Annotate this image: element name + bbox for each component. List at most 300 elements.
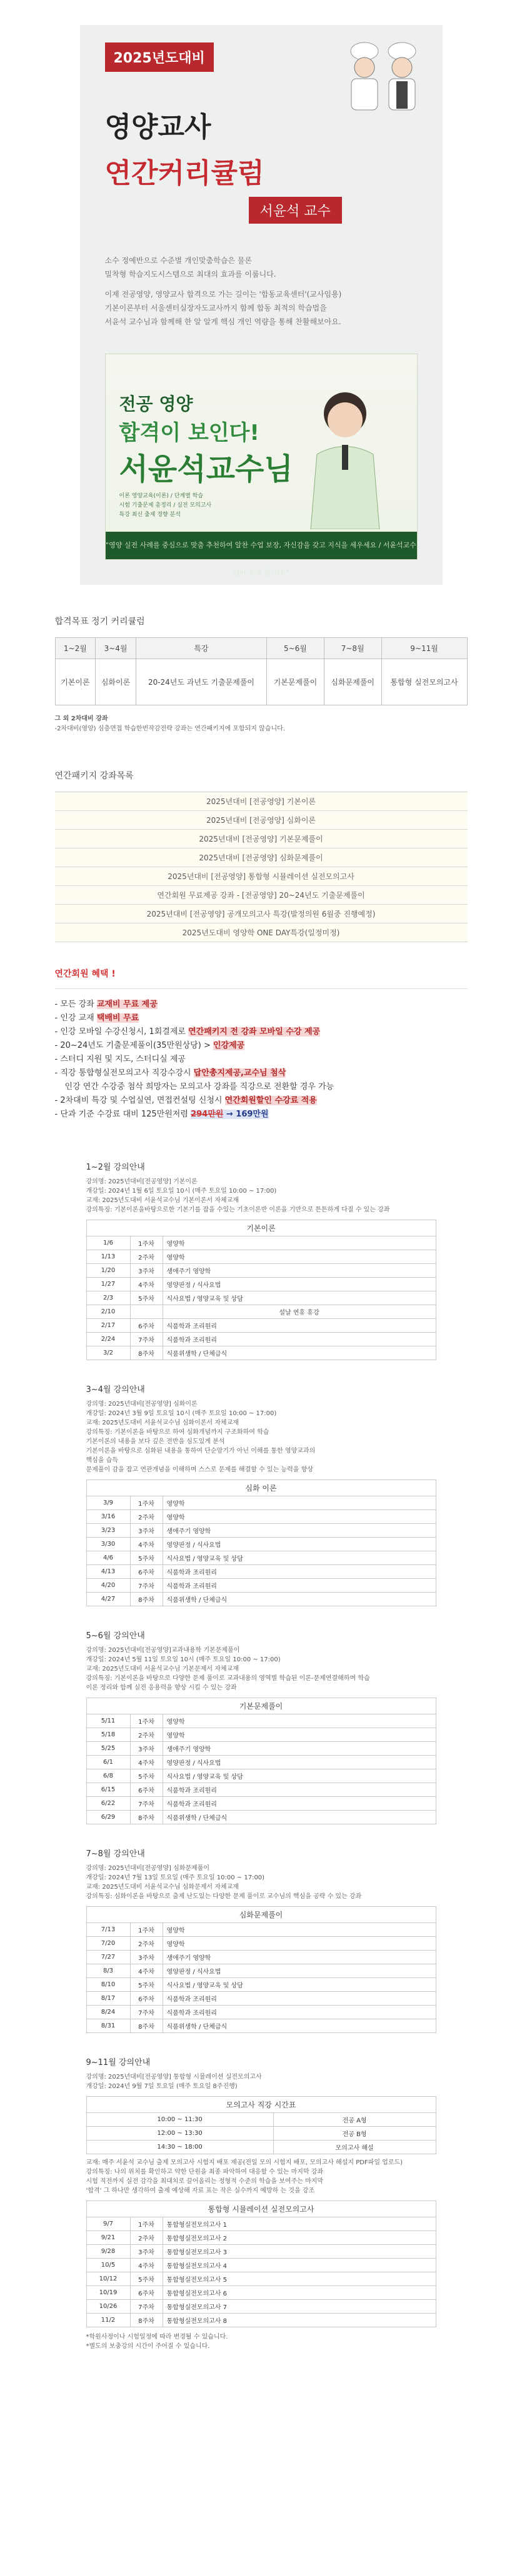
schedule-week: 2주차 [130,1510,163,1524]
lecture-info-line: 기본이론을 바탕으로 심화된 내용을 통하여 단순암기가 아닌 이해를 통한 영양교과의 [86,1448,316,1455]
lecture-info-line: 교재: 2025년도대비 서윤석교수님 기본문제서 자체교재 [86,1666,239,1673]
lecture-info-line: 기본이론의 내용을 보다 깊은 전반을 심도있게 분석 [86,1438,225,1445]
schedule-date: 8/31 [86,2019,130,2033]
benefit-text: - 스터디 지원 및 지도, 스터디실 제공 [54,1055,186,1064]
curriculum-title: 합격목표 정기 커리큘럼 [54,617,145,627]
benefit-highlight: 택배비 무료 [96,1013,139,1023]
benefit-line [55,1094,468,1108]
promo-tag: 전공 영양 [119,394,193,414]
schedule-row [86,1551,436,1565]
schedule-subject: 식품학과 조리원리 [163,1579,436,1593]
schedule-subject: 영양판정 / 식사요법 [163,1278,436,1291]
schedule-date: 6/8 [86,1769,130,1783]
schedule-row [86,1236,436,1250]
schedule-week: 5주차 [130,2272,163,2286]
schedule-row [86,1769,436,1783]
schedule-date: 6/15 [86,1783,130,1797]
schedule-row [86,1728,436,1742]
schedule-row [86,1797,436,1811]
schedule-row [86,1579,436,1593]
schedule-row [86,1811,436,1824]
schedule-row [86,1937,436,1951]
schedule-week: 5주차 [130,1769,163,1783]
schedule-row [86,1978,436,1992]
schedule-subject: 식품학과 조리원리 [163,1333,436,1346]
schedule-subject: 식품위생학 / 단체급식 [163,1593,436,1606]
lecture-info-line: 강의명: 2025년대비[전공영양] 심화이론 [86,1401,198,1408]
schedule-subject: 통합형실전모의고사 1 [163,2217,436,2231]
schedule-subject: 영양학 [163,1714,436,1728]
schedule-subject: 식품학과 조리원리 [163,2006,436,2019]
schedule-week: 4주차 [130,1278,163,1291]
lecture-info-line: '합격' 그 하나만 생각하여 출제 예상해 자료 표는 작은 실수까지 예방하 는 것을 강조 [86,2187,315,2194]
benefit-highlight: 연간회원할인 수강료 적용 [224,1096,317,1105]
schedule-row [86,2272,436,2286]
lecture-info-line: 문제풀이 감을 잡고 연관개념을 이해하며 스스로 문제를 해결할 수 있는 능력을 향상 [86,1466,313,1473]
lecture-title: 9~11월 강의안내 [86,2058,151,2067]
price-old: 294만원 [191,1110,224,1119]
schedule-date: 10/26 [86,2300,130,2314]
schedule-table [86,1906,436,2033]
lecture-info-line: 강의특징: 기본이론을 바탕으로 다양한 문제 풀이로 교과내용의 영역별 학습된 이론-문제연결해하며 학습 [86,1675,370,1682]
lecture-block-5 [86,2056,436,2351]
schedule-date: 5/18 [86,1728,130,1742]
schedule-date: 2/10 [86,1305,130,1319]
curriculum-cell: 심화문제풀이 [324,659,381,705]
benefit-line [55,1053,468,1067]
schedule-week: 2주차 [130,1250,163,1264]
curriculum-section [55,615,468,734]
schedule-date: 4/27 [86,1593,130,1606]
lecture-info-line: 교재: 2025년도대비 서윤석교수님 심화문제서 자체교재 [86,1884,239,1891]
schedule-date: 6/29 [86,1811,130,1824]
footnote: *학원사정이나 시험일정에 따라 변경될 수 있습니다. [86,2334,228,2340]
schedule-subject: 통합형실전모의고사 6 [163,2286,436,2300]
schedule-date: 3/2 [86,1346,130,1360]
schedule-week: 2주차 [130,2231,163,2245]
schedule-subject: 통합형실전모의고사 7 [163,2300,436,2314]
schedule-week: 3주차 [130,1951,163,1964]
lecture-info-line: 강의명: 2025년대비[전공영양] 심화문제풀이 [86,1865,210,1872]
schedule-date: 1/20 [86,1264,130,1278]
schedule-subject: 식품위생학 / 단체급식 [163,2019,436,2033]
benefit-highlight: 교재비 무료 제공 [96,1000,158,1009]
lecture-info-line: 강의특징: 나의 위치를 확인하고 약한 단원을 최종 파악하여 대응할 수 있는 마지막 강좌 [86,2169,324,2176]
schedule-date: 10/5 [86,2259,130,2272]
schedule-week: 8주차 [130,2314,163,2327]
package-item: 2025년대비 [전공영양] 통합형 시뮬레이션 실전모의고사 [55,867,468,886]
schedule-row [86,2006,436,2019]
schedule-row [86,1714,436,1728]
schedule-date: 3/9 [86,1496,130,1510]
schedule-week: 5주차 [130,1551,163,1565]
schedule-week [130,1305,163,1319]
schedule-date: 3/23 [86,1524,130,1538]
schedule-row [86,1346,436,1360]
footnote: *별도의 보충강의 시간이 주어질 수 있습니다. [86,2343,210,2350]
schedule-date: 3/30 [86,1538,130,1551]
curriculum-cell: 통합형 실전모의고사 [381,659,467,705]
curriculum-header: 특강 [136,638,266,659]
schedule-subject: 통합형실전모의고사 8 [163,2314,436,2327]
schedule-subject: 식품학과 조리원리 [163,1992,436,2006]
schedule-row [86,1593,436,1606]
schedule-week: 2주차 [130,1728,163,1742]
benefit-line [55,1025,468,1039]
lecture-info-line: 교재: 매주 서윤석 교수님 출제 모의고사 시험지 배포 제공(전일 모의 시험지 배포, 모의고사 해설지 PDF파일 업로드) [86,2159,403,2166]
schedule-date: 2/3 [86,1291,130,1305]
schedule-table [86,1479,436,1606]
price-new: 169만원 [236,1110,269,1119]
lecture-info-line: 강의명: 2025년대비[전공영양]교과내용학 기본문제풀이 [86,1647,240,1654]
lecture-title: 5~6월 강의안내 [86,1631,145,1641]
promo-subtitle: 합격이 보인다! [119,420,259,445]
lecture-title: 1~2월 강의안내 [86,1163,145,1172]
schedule-date: 2/17 [86,1319,130,1333]
benefit-text: - 단과 기준 수강료 대비 125만원저렴 [54,1110,191,1119]
lecture-info [86,1864,436,1901]
exam-time-table [86,2096,436,2154]
benefit-text: - 20~24년도 기출문제풀이(35만원상당) > [54,1041,213,1050]
schedule-week: 1주차 [130,1496,163,1510]
schedule-subject: 생애주기 영양학 [163,1742,436,1756]
lectures-container [0,1160,522,2033]
schedule-date: 8/24 [86,2006,130,2019]
lecture-info-line: 강의특징: 기본이론을바탕으로한 기본기를 잡을 수있는 기초이론반 이론을 기반으로 튼튼하게 다질 수 있는 강좌 [86,1206,390,1213]
package-item: 2025년대비 [전공영양] 심화이론 [55,811,468,830]
curriculum-cell: 20-24년도 과년도 기출문제풀이 [136,659,266,705]
schedule-date: 11/2 [86,2314,130,2327]
lecture-info-line: 개강일: 2024년 9월 7일 토요일 (매주 토요일 8주진행) [86,2083,238,2090]
schedule-date: 4/13 [86,1565,130,1579]
schedule-subject: 식사요법 / 영양교육 및 상담 [163,1291,436,1305]
lecture-block-1 [86,1160,436,1360]
schedule-table [86,2201,436,2327]
benefit-line [55,1108,468,1121]
lecture-info-line: 강의특징: 기본이론을 바탕으로 하여 심화개념까지 구조화하여 학습 [86,1429,269,1436]
lecture-info-line: 강의명: 2025년대비[전공영양] 통합형 시뮬레이션 실전모의고사 [86,2074,262,2081]
schedule-row [86,1742,436,1756]
package-item: 2025년대비 [전공영양] 기본이론 [55,792,468,811]
lecture-info [86,1177,436,1215]
lecture-desc [86,2158,436,2196]
schedule-date: 6/1 [86,1756,130,1769]
promo-card [105,354,418,577]
schedule-subject: 통합형실전모의고사 4 [163,2259,436,2272]
schedule-week: 6주차 [130,1565,163,1579]
package-item: 2025년대비 [전공영양] 심화문제풀이 [55,848,468,867]
schedule-row [86,1333,436,1346]
benefit-highlight: 연간패키지 전 강좌 모바일 수강 제공 [188,1027,321,1037]
schedule-week: 7주차 [130,2006,163,2019]
schedule-header: 통합형 시뮬레이션 실전모의고사 [86,2201,436,2217]
curriculum-cell: 심화이론 [96,659,136,705]
benefits-title: 연간회원 혜택 ! [54,969,116,979]
schedule-subject: 영양학 [163,1923,436,1937]
curriculum-header: 7~8월 [324,638,381,659]
schedule-row [86,2286,436,2300]
package-item: 연간회원 무료제공 강좌 - [전공영양] 20~24년도 기출문제풀이 [55,886,468,905]
benefit-highlight: 인강제공 [213,1041,245,1050]
schedule-row [86,2245,436,2259]
schedule-date: 9/21 [86,2231,130,2245]
schedule-week: 6주차 [130,2286,163,2300]
lecture-info-line: 개강일: 2024년 7월 13일 토요일 (매주 토요일 10:00 ~ 17:00) [86,1874,265,1881]
schedule-date: 6/22 [86,1797,130,1811]
curriculum-table [55,637,468,705]
schedule-date: 7/20 [86,1937,130,1951]
schedule-week: 7주차 [130,2300,163,2314]
curriculum-header: 9~11월 [381,638,467,659]
schedule-row [86,1951,436,1964]
curriculum-header: 3~4월 [96,638,136,659]
schedule-week: 3주차 [130,1524,163,1538]
schedule-header: 심화 이론 [86,1480,436,1496]
promo-footer: "영양 실전 사례를 중심으로 맞춤 추천하여 알찬 수업 보장, 자신감을 갖고 지식을 세우세요 / 서윤석교수님이 함께 합니다." [106,532,417,559]
schedule-row [86,1264,436,1278]
benefit-text: - 2차대비 특강 및 수업실연, 면접컨설팅 신청시 [54,1096,225,1105]
schedule-subject: 영양학 [163,1236,436,1250]
schedule-date: 2/24 [86,1333,130,1346]
benefit-highlight: 답안총지제공,교수님 첨삭 [193,1068,286,1078]
hero-desc-line [105,281,418,287]
schedule-subject: 영양학 [163,1250,436,1264]
lecture-info [86,1646,436,1693]
schedule-date: 8/10 [86,1978,130,1992]
schedule-date: 8/17 [86,1992,130,2006]
benefits-list [55,988,468,1130]
schedule-subject: 영양판정 / 식사요법 [163,1538,436,1551]
benefit-text: - 모든 강좌 [54,1000,97,1009]
hero-description [105,254,418,329]
promo-list-item: 특강 최신 출제 경향 분석 [119,512,181,518]
schedule-row [86,1278,436,1291]
schedule-row [86,1496,436,1510]
benefit-text: - 인강 교재 [54,1013,97,1023]
schedule-date: 8/3 [86,1964,130,1978]
schedule-date: 9/7 [86,2217,130,2231]
schedule-row [86,2019,436,2033]
schedule-date: 5/11 [86,1714,130,1728]
schedule-subject: 식품학과 조리원리 [163,1797,436,1811]
schedule-week: 1주차 [130,1923,163,1937]
schedule-week: 5주차 [130,1978,163,1992]
schedule-week: 3주차 [130,1264,163,1278]
schedule-subject: 영양학 [163,1728,436,1742]
curriculum-note: -2차대비(영양) 심층면접 학습한번작감전략 강좌는 연간패키지에 포함되지 않습니다. [54,725,285,732]
schedule-subject: 식품위생학 / 단체급식 [163,1346,436,1360]
schedule-row [86,1538,436,1551]
schedule-date: 9/28 [86,2245,130,2259]
hero-title-line2: 연간커리큘럼 [104,157,264,189]
promo-list [119,492,263,520]
schedule-date: 10/12 [86,2272,130,2286]
curriculum-header: 1~2월 [55,638,96,659]
year-badge: 2025년도대비 [105,42,214,72]
schedule-date: 1/13 [86,1250,130,1264]
footnotes [86,2332,436,2351]
lecture-block-4 [86,1847,436,2033]
schedule-row [86,2259,436,2272]
schedule-date: 3/16 [86,1510,130,1524]
schedule-week: 7주차 [130,1333,163,1346]
package-section [55,769,468,942]
hero-desc-line: 기본이론부터 서울센터실장자도교사까지 함께 합동 최적의 학습법을 [104,304,327,312]
lecture-info-line: 개강일: 2024년 1월 6일 토요일 10시 (매주 토요일 10:00 ~ 17:00) [86,1188,277,1195]
lecture-title: 7~8월 강의안내 [86,1849,145,1859]
schedule-week: 8주차 [130,1811,163,1824]
schedule-subject: 식사요법 / 영양교육 및 상담 [163,1551,436,1565]
schedule-date: 10/19 [86,2286,130,2300]
hero-banner [80,25,443,585]
schedule-row [86,2300,436,2314]
hero-author-badge: 서윤석 교수 [249,197,342,224]
lecture-info-line: 개강일: 2024년 3월 9일 토요일 10시 (매주 토요일 10:00 ~ 17:00) [86,1410,277,1417]
schedule-table [86,1220,436,1360]
package-item: 2025년도대비 영양학 ONE DAY특강(일정미정) [55,923,468,942]
lecture-info [86,1400,436,1474]
lecture-info-line: 교재: 2025년도대비 서윤석교수님 기본이론서 자체교재 [86,1197,239,1204]
schedule-week: 4주차 [130,1538,163,1551]
lecture-info-line: 개강일: 2024년 5월 11일 토요일 10시 (매주 토요일 10:00 ~ 17:00) [86,1656,281,1663]
lecture-block-2 [86,1383,436,1606]
schedule-week: 6주차 [130,1783,163,1797]
schedule-row [86,1964,436,1978]
schedule-subject: 통합형실전모의고사 5 [163,2272,436,2286]
schedule-row [86,2231,436,2245]
package-item: 2025년대비 [전공영양] 기본문제풀이 [55,830,468,848]
lecture-info-line: 교재: 2025년도대비 서윤석교수님 심화이론서 자체교재 [86,1420,239,1426]
schedule-row [86,2217,436,2231]
benefit-line [55,1039,468,1053]
benefit-line [55,998,468,1012]
curriculum-cell: 기본문제풀이 [267,659,324,705]
curriculum-cell: 기본이론 [55,659,96,705]
benefit-line [55,1012,468,1025]
package-list [55,792,468,942]
schedule-subject: 식품위생학 / 단체급식 [163,1811,436,1824]
schedule-header: 기본문제풀이 [86,1698,436,1714]
package-title: 연간패키지 강좌목록 [54,771,134,781]
schedule-week: 4주차 [130,1756,163,1769]
lecture-info-line: 핵심을 습득 [86,1457,118,1464]
hero-desc-line: 서윤석 교수님과 함께해 한 알 알게 핵심 개인 역량을 통해 찬활해보아요. [104,317,341,326]
exam-time: 12:00 ~ 13:30 [86,2127,273,2141]
price-highlight [191,1110,269,1119]
schedule-subject: 설날 연휴 휴강 [163,1305,436,1319]
schedule-week: 4주차 [130,2259,163,2272]
hero-title-line1: 영양교사 [104,111,211,143]
chef-illustration-icon [336,37,430,112]
schedule-week: 5주차 [130,1291,163,1305]
exam-time: 10:00 ~ 11:30 [86,2113,273,2127]
price-arrow: → [226,1110,233,1119]
schedule-subject: 생애주기 영양학 [163,1524,436,1538]
schedule-week: 2주차 [130,1937,163,1951]
exam-time-label: 전공 A형 [273,2113,436,2127]
schedule-date: 7/13 [86,1923,130,1937]
schedule-date: 1/6 [86,1236,130,1250]
schedule-week: 4주차 [130,1964,163,1978]
schedule-row [86,1250,436,1264]
schedule-subject: 식사요법 / 영양교육 및 상담 [163,1769,436,1783]
schedule-subject: 영양학 [163,1510,436,1524]
schedule-subject: 영양판정 / 식사요법 [163,1756,436,1769]
schedule-subject: 식품학과 조리원리 [163,1783,436,1797]
schedule-week: 8주차 [130,1346,163,1360]
benefit-text: - 직강 통합형실전모의고사 직강수강시 [54,1068,194,1078]
lecture-block-3 [86,1629,436,1824]
exam-time-label: 모의고사 해설 [273,2141,436,2154]
schedule-subject: 식품학과 조리원리 [163,1319,436,1333]
schedule-row [86,1756,436,1769]
benefits-section [55,967,468,1130]
schedule-row [86,1923,436,1937]
schedule-row [86,1319,436,1333]
curriculum-note-title: 그 외 2차대비 강좌 [54,715,108,722]
benefit-line [55,1067,468,1080]
schedule-week: 6주차 [130,1319,163,1333]
schedule-row [86,1510,436,1524]
schedule-week: 3주차 [130,2245,163,2259]
lecture-title: 3~4월 강의안내 [86,1385,145,1395]
promo-name: 서윤석교수님 [119,452,293,487]
schedule-subject: 통합형실전모의고사 3 [163,2245,436,2259]
schedule-date: 4/6 [86,1551,130,1565]
schedule-date: 1/27 [86,1278,130,1291]
exam-time-header: 모의고사 직강 시간표 [86,2097,436,2113]
curriculum-header: 5~6월 [267,638,324,659]
schedule-subject: 식사요법 / 영양교육 및 상담 [163,1978,436,1992]
schedule-subject: 식품학과 조리원리 [163,1565,436,1579]
schedule-week: 8주차 [130,2019,163,2033]
package-item: 2025년대비 [전공영양] 공개모의고사 특강(발정의원 6월중 진행예정) [55,905,468,923]
schedule-week: 3주차 [130,1742,163,1756]
benefit-text: 인강 연간 수강중 첨삭 희망자는 모의고사 강좌를 직강으로 전환할 경우 가능 [64,1082,334,1092]
schedule-row [86,1524,436,1538]
hero-desc-line: 이제 전공영양, 영양교사 합격으로 가는 길이는 '합동교육센터'(교사임용) [104,290,342,299]
schedule-subject: 통합형실전모의고사 2 [163,2231,436,2245]
lecture-info [86,2072,436,2091]
promo-list-item: 이론 영양교육(이론) / 단계별 학습 [119,493,204,499]
schedule-row [86,2314,436,2327]
schedule-subject: 영양학 [163,1496,436,1510]
schedule-row [86,1565,436,1579]
schedule-week: 1주차 [130,2217,163,2231]
schedule-row [86,1305,436,1319]
schedule-week: 8주차 [130,1593,163,1606]
benefit-line [55,1080,468,1094]
schedule-week: 1주차 [130,1236,163,1250]
schedule-week: 6주차 [130,1992,163,2006]
schedule-week: 1주차 [130,1714,163,1728]
hero-desc-line: 소수 정예반으로 수준별 개인맞춤학습은 물론 [104,256,253,265]
schedule-subject: 생애주기 영양학 [163,1264,436,1278]
instructor-photo-icon [298,379,392,529]
schedule-table [86,1698,436,1824]
schedule-subject: 영양학 [163,1937,436,1951]
exam-time-label: 전공 B형 [273,2127,436,2141]
schedule-header: 심화문제풀이 [86,1907,436,1923]
schedule-subject: 영양판정 / 식사요법 [163,1964,436,1978]
benefit-text: - 인강 모바일 수강신청시, 1회결제로 [54,1027,189,1037]
lecture-info-line: 강의특징: 심화이론을 바탕으로 출제 난도있는 다양한 문제 풀이로 교수님의 핵심을 공략 수 있는 강좌 [86,1893,362,1900]
schedule-date: 5/25 [86,1742,130,1756]
schedule-row [86,1291,436,1305]
schedule-row [86,1783,436,1797]
schedule-header: 기본이론 [86,1220,436,1236]
hero-desc-line: 밀착형 학습지도시스템으로 최대의 효과를 이룹니다. [104,270,276,279]
